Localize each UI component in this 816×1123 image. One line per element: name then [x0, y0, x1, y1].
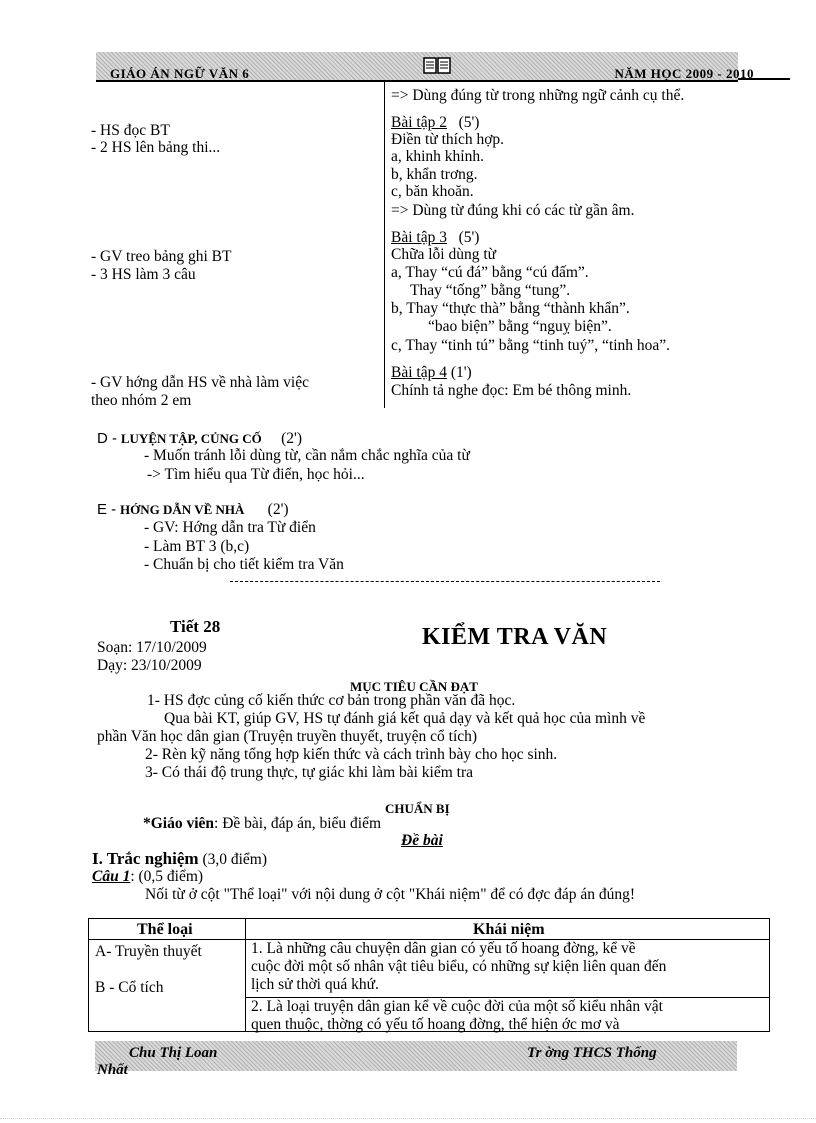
section-e-line: - Chuẩn bị cho tiết kiểm tra Văn — [144, 556, 344, 573]
table-text: a, Thay “cú đá” bằng “cú đấm”. — [391, 264, 589, 281]
table-text: Chính tả nghe đọc: Em bé thông minh. — [391, 382, 632, 399]
teacher-activity: - HS đọc BT — [91, 122, 170, 139]
table-text: Chữa lỗi dùng từ — [391, 246, 497, 263]
header-subject: GIÁO ÁN NGỮ VĂN 6 — [110, 66, 250, 81]
objective-line: 2- Rèn kỹ năng tổng hợp kiến thức và cách trình bày cho học sinh. — [145, 746, 558, 763]
open-book-icon — [423, 56, 451, 76]
teacher-activity: - GV treo bảng ghi BT — [91, 248, 232, 265]
concept-line: 1. Là những câu chuyện dân gian có yếu tố hoang đờng, kể về — [251, 940, 636, 957]
table-text: “bao biện” bằng “nguỵ biện”. — [428, 318, 612, 335]
table-text: c, Thay “tinh tú” bằng “tinh tuý”, “tinh hoa”. — [391, 337, 671, 354]
genre-item: A- Truyền thuyết — [95, 943, 202, 960]
table-text: c, băn khoăn. — [391, 183, 474, 200]
objective-line: 1- HS đợc củng cố kiến thức cơ bản trong phần văn đã học. — [147, 692, 516, 709]
exercise-heading: Bài tập 4 (1') — [391, 364, 472, 381]
page-footer — [95, 1041, 737, 1078]
exam-heading: Đề bài — [401, 832, 443, 849]
matching-table — [88, 918, 770, 1032]
exercise-heading: Bài tập 3 (5') — [391, 229, 480, 246]
table-text: b, Thay “thực thà” bằng “thành khẩn”. — [391, 300, 630, 317]
question-one-label: Câu 1: (0,5 điểm) — [92, 868, 204, 885]
section-d-heading: D - LUYỆN TẬP, CỦNG CỐ (2') — [97, 430, 302, 447]
lesson-number: Tiết 28 — [170, 617, 221, 636]
activity-table — [90, 82, 740, 408]
table-text: b, khẩn trơng. — [391, 166, 478, 183]
objectives-heading: MỤC TIÊU CẦN ĐẠT — [350, 679, 478, 694]
section-e-line: - GV: Hớng dẫn tra Từ điển — [144, 519, 316, 536]
column-header-concept: Khái niệm — [473, 921, 545, 938]
concept-line: quen thuộc, thờng có yếu tố hoang đờng, thể hiện ớc mơ và — [251, 1016, 620, 1033]
teacher-activity: - 2 HS lên bảng thi... — [91, 139, 221, 156]
header-school-year: NĂM HỌC 2009 - 2010 — [614, 66, 754, 81]
column-header-genre: Thể loại — [137, 921, 193, 938]
header-rule — [738, 78, 790, 80]
table-text: a, khinh khỉnh. — [391, 148, 484, 165]
table-text: Thay “tống” bằng “tung”. — [410, 282, 571, 299]
section-d-line: -> Tìm hiểu qua Từ điển, học hỏi... — [147, 466, 365, 483]
table-text: => Dùng đúng từ trong những ngữ cảnh cụ thể. — [391, 87, 685, 104]
footer-school: Tr ờng THCS Thống — [527, 1045, 657, 1061]
teacher-activity: - GV hớng dẫn HS về nhà làm việc — [91, 374, 309, 391]
question-instruction: Nối từ ở cột "Thể loại" với nội dung ở cột "Khái niệm" để có đợc đáp án đúng! — [145, 886, 636, 903]
objective-line: Qua bài KT, giúp GV, HS tự đánh giá kết quả dạy và kết quả học của mình về — [164, 710, 646, 727]
teacher-activity: - 3 HS làm 3 câu — [91, 266, 196, 283]
concept-line: lịch sử thời quá khứ. — [251, 976, 379, 993]
section-d-line: - Muốn tránh lỗi dùng từ, cần nắm chắc nghĩa của từ — [144, 447, 470, 464]
section-e-heading: E - HỚNG DẪN VỀ NHÀ (2') — [97, 501, 289, 518]
table-text: Điền từ thích hợp. — [391, 131, 505, 148]
objective-line: phần Văn học dân gian (Truyện truyền thuyết, truyện cổ tích) — [97, 728, 478, 745]
column-divider — [384, 82, 385, 408]
table-divider — [245, 919, 246, 1031]
teacher-activity: theo nhóm 2 em — [91, 392, 192, 409]
preparation-heading: CHUẨN BỊ — [385, 801, 450, 816]
page-title: KIỂM TRA VĂN — [422, 624, 608, 650]
teach-date: Dạy: 23/10/2009 — [97, 657, 202, 674]
concept-line: 2. Là loại truyện dân gian kể về cuộc đời của một số kiểu nhân vật — [251, 998, 663, 1015]
table-text: => Dùng từ đúng khi có các từ gần âm. — [391, 202, 635, 219]
page-header — [96, 52, 754, 82]
section-divider — [230, 581, 660, 582]
concept-line: cuộc đời một số nhân vật tiêu biểu, có những sự kiện liên quan đến — [251, 958, 667, 975]
page-edge — [0, 1118, 816, 1119]
part-one-heading: I. Trắc nghiệm (3,0 điểm) — [92, 849, 268, 868]
objective-line: 3- Có thái độ trung thực, tự giác khi làm bài kiểm tra — [145, 764, 474, 781]
section-e-line: - Làm BT 3 (b,c) — [144, 538, 250, 555]
prepare-date: Soạn: 17/10/2009 — [97, 639, 207, 656]
teacher-prep: *Giáo viên: Đề bài, đáp án, biểu điểm — [143, 815, 382, 832]
exercise-heading: Bài tập 2 (5') — [391, 114, 480, 131]
genre-item: B - Cổ tích — [95, 979, 164, 996]
footer-author: Chu Thị Loan Nhất — [97, 1045, 218, 1078]
